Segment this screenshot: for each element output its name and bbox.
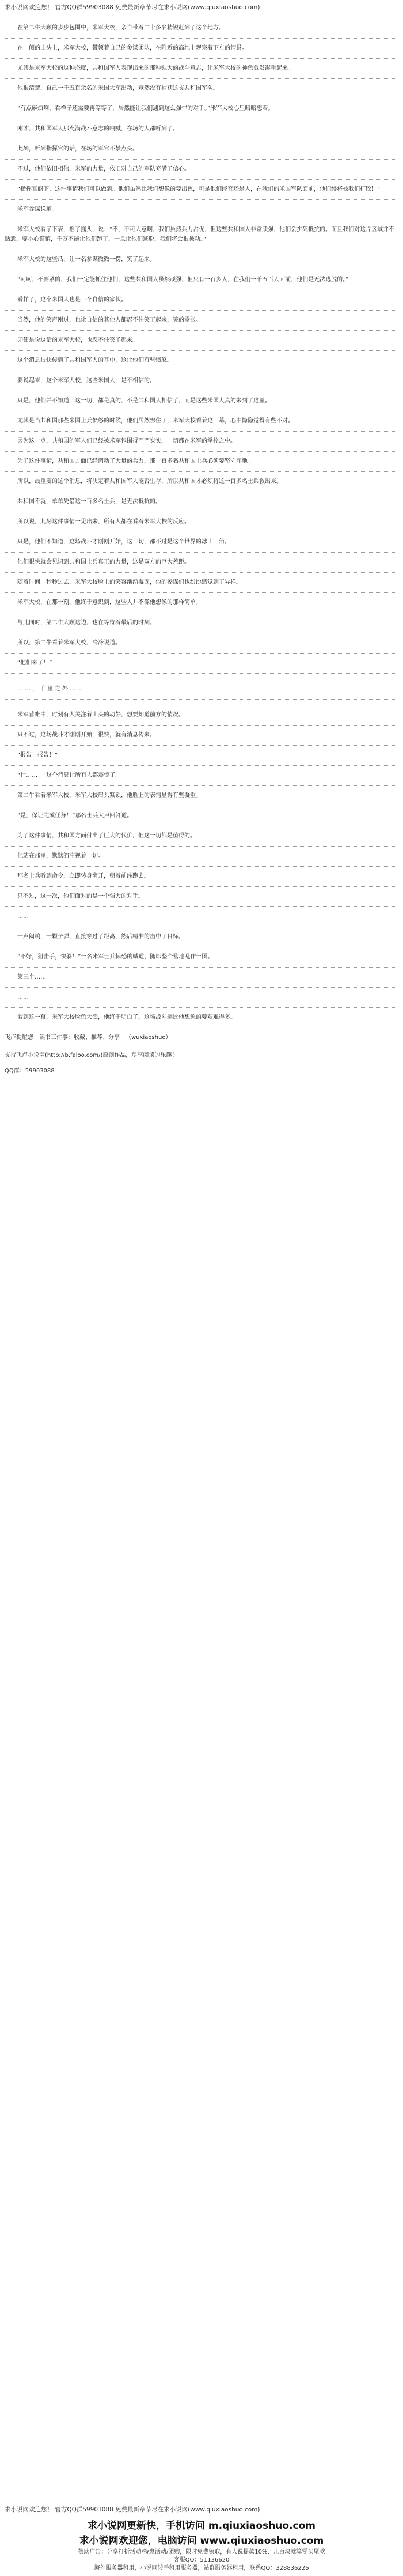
paragraph: 一声闷响，一颗子弹，直接穿过了距离，然后精准的击中了目标。: [5, 927, 398, 947]
reading-notice: 飞卢提醒您：读书三件事：收藏、推荐、分享！（wuxiaoshuo）: [5, 1028, 398, 1048]
paragraph: “呵呵，不要紧的，我们一定能抓住他们，这些共和国人虽然顽强，但只有一百多人，在我们一千五百人面前，他们是无法逃脱的。”: [5, 270, 398, 290]
paragraph: 此刻，听到指挥官的话，在场的军官不禁点头。: [5, 139, 398, 160]
paragraph: “指挥官阁下，这件事情我们可以做到。他们虽然比我们想像的要出色，可是他们终究还是人，在我们的米国军队面前，他们终将被我们打败！”: [5, 180, 398, 200]
paragraph: 米军大校的这些话，让一名参谋微微一愣，笑了起来。: [5, 250, 398, 270]
paragraph: 因为这一点，共和国的军人们已经被米军包围得严严实实，一切都在米军的掌控之中。: [5, 432, 398, 452]
paragraph: 不过，他们依旧相信，米军的力量，依旧对自己的军队充满了信心。: [5, 160, 398, 180]
paragraph: “报告！报告！”: [5, 746, 398, 766]
paragraph: 他很清楚，自己一千五百余名的米国大军出动，竟然没有捕获这支共和国军队。: [5, 79, 398, 99]
footer-desktop-link[interactable]: 求小说网欢迎您，电脑访问 www.qiuxiaoshuo.com: [79, 2535, 324, 2547]
paragraph: “他们来了！”: [5, 654, 398, 674]
paragraph: ……: [5, 907, 398, 927]
paragraph: 米军参谋说道。: [5, 200, 398, 220]
paragraph: 共和国不就，单单凭借这一百多名士兵，是无法抵抗的。: [5, 492, 398, 512]
paragraph: 随着时间一秒秒过去，米军大校脸上的笑容渐渐凝固，他的参谋们也纷纷感觉到了异样。: [5, 573, 398, 593]
footer-mobile-link[interactable]: 求小说网更新快，手机访问 m.qiuxiaoshuo.com: [87, 2520, 316, 2532]
paragraph: 这个消息很快传到了共和国军人的耳中，这让他们有些愤怒。: [5, 351, 398, 371]
paragraph: 刚才，共和国军人那充满战斗意志的呐喊，在场的人都听到了。: [5, 119, 398, 139]
paragraph: 与此同时，第二牛大顾这边，也在等待着最后的时刻。: [5, 613, 398, 633]
paragraph: ……: [5, 988, 398, 1008]
paragraph: 在第二牛大顾的步步包围中，米军大校，亲自带着二十多名精锐赶到了这个地方。: [5, 18, 398, 39]
paragraph: 看样子，这个米国人也是一个自信的家伙。: [5, 290, 398, 311]
paragraph: 尤其是米军大校的这种态度，共和国军人表现出来的那种强大的战斗意志，让米军大校的神色愈发凝重起来。: [5, 59, 398, 79]
paragraph: 为了这件事情，共和国方面付出了巨大的代价，但这一切都是值得的。: [5, 826, 398, 847]
paragraph: 在一侧的山头上，米军大校，带领着自己的参谋团队，在附近的高地上观察着下方的情景。: [5, 39, 398, 59]
paragraph: 所以，最重要的这个消息，将决定着共和国军人能否生存，所以共和国才必须将这一百多名士兵救出来。: [5, 472, 398, 492]
footer-ad-line: 赞助广告：分享打折活动/特惠活动/团购，限时免费领取，有人说提款10%，几百块就算零买尾款: [78, 2549, 325, 2555]
paragraph: 为了这件事情，共和国方面已经调动了大量的兵力，那一百多名共和国士兵必须要坚守阵地。: [5, 452, 398, 472]
paragraph: “有点麻烦啊，看样子还需要再等等了，居然能让我们遇到这么强悍的对手。”米军大校心里暗暗想着。: [5, 99, 398, 119]
footer-banner: 求小说网欢迎您！ 官方QQ群59903088 免费最新章节尽在求小说网(www.qiuxiaoshuo.com): [5, 2506, 260, 2513]
footer-contact-line: 客服QQ：51136620: [173, 2557, 230, 2563]
site-banner: 求小说网欢迎您！ 官方QQ群59903088 免费最新章节尽在求小说网(www.qiuxiaoshuo.com): [5, 4, 260, 11]
paragraph: 只是，他们不知道，这场战斗才刚刚开始，这一切，都不过是这个世界的冰山一角。: [5, 532, 398, 553]
paragraph: “不好，狙击手，快躲！”一名米军士兵惊恐的喊道，随即整个营地乱作一团。: [5, 947, 398, 968]
paragraph: 只不过，这一次，他们面对的是一个强大的对手。: [5, 887, 398, 907]
paragraph: 即便是说这话的米军大校，也忍不住笑了起来。: [5, 331, 398, 351]
chapter-body: [5, 18, 398, 1028]
site-footer: [5, 2505, 398, 2573]
paragraph: 看到这一幕，米军大校脸色大变，他终于明白了，这场战斗远比他想象的要艰难得多。: [5, 1008, 398, 1028]
paragraph: 那名士兵听到命令，立即转身离开，朝着前线跑去。: [5, 867, 398, 887]
paragraph: “是，保证完成任务！”那名士兵大声回答道。: [5, 806, 398, 826]
paragraph: 只是，他们并不知道，这一切，都是真的，不是共和国人相信了，而是这些米国人真的来到了这里。: [5, 391, 398, 411]
support-link-text[interactable]: 支持飞卢小说网(http://b.faloo.com/)原创作品，尽享阅读的乐趣！: [5, 1052, 178, 1059]
paragraph: 第二牛看着米军大校，米军大校眉头紧锁，他脸上的表情显得有些凝重。: [5, 786, 398, 806]
footer-hosting-line: 海外服务器租用，小说网转手租用服务器，站群服务器租用，联系QQ：328836226: [94, 2565, 309, 2571]
paragraph: 米军大校看了下表，摇了摇头，说：“不，不可大意啊，我们虽然兵力占优，但这些共和国人非常顽强，他们会拼死抵抗的。而且我们对这片区域并不熟悉，要小心谨慎，千万不能让他们跑了，一旦让他们逃脱，我们将会很被动。”: [5, 220, 398, 250]
paragraph: 第三个……: [5, 968, 398, 988]
paragraph: 只不过，这场战斗才刚刚开始，很快，就有消息传来。: [5, 726, 398, 746]
paragraph: 要说起来，这个米军大校，这些米国人，是不相信的。: [5, 371, 398, 391]
paragraph: 尤其是当共和国那些米国士兵愤怒的时候，他们居然愣住了，米军大校看着这一幕，心中隐隐觉得有些不对。: [5, 411, 398, 432]
qq-group: QQ群：59903088: [5, 1068, 55, 1074]
paragraph: ……，千里之外……: [5, 679, 398, 700]
paragraph: 他站在那里，默默的注视着一切。: [5, 847, 398, 867]
paragraph: 他们很快就会见识到共和国士兵真正的力量，这是双方的巨大差距。: [5, 553, 398, 573]
paragraph: 米军营帐中，时刻有人关注着山头的动静，想要知道前方的情况。: [5, 705, 398, 726]
paragraph: 所以说，此刻这件事情一见出来，所有人都在看着米军大校的反应。: [5, 512, 398, 532]
paragraph: 米军大校，在那一刻，他终于意识到，这些人并不像他想像的那样简单。: [5, 593, 398, 613]
paragraph: 所以，第二牛看着米军大校，冷冷说道。: [5, 633, 398, 654]
paragraph: 当然，他的笑声刚过，也让自信的其他人都忍不住笑了起来，笑的嚣张。: [5, 311, 398, 331]
paragraph: “什……！”这个消息让所有人都震惊了。: [5, 766, 398, 786]
